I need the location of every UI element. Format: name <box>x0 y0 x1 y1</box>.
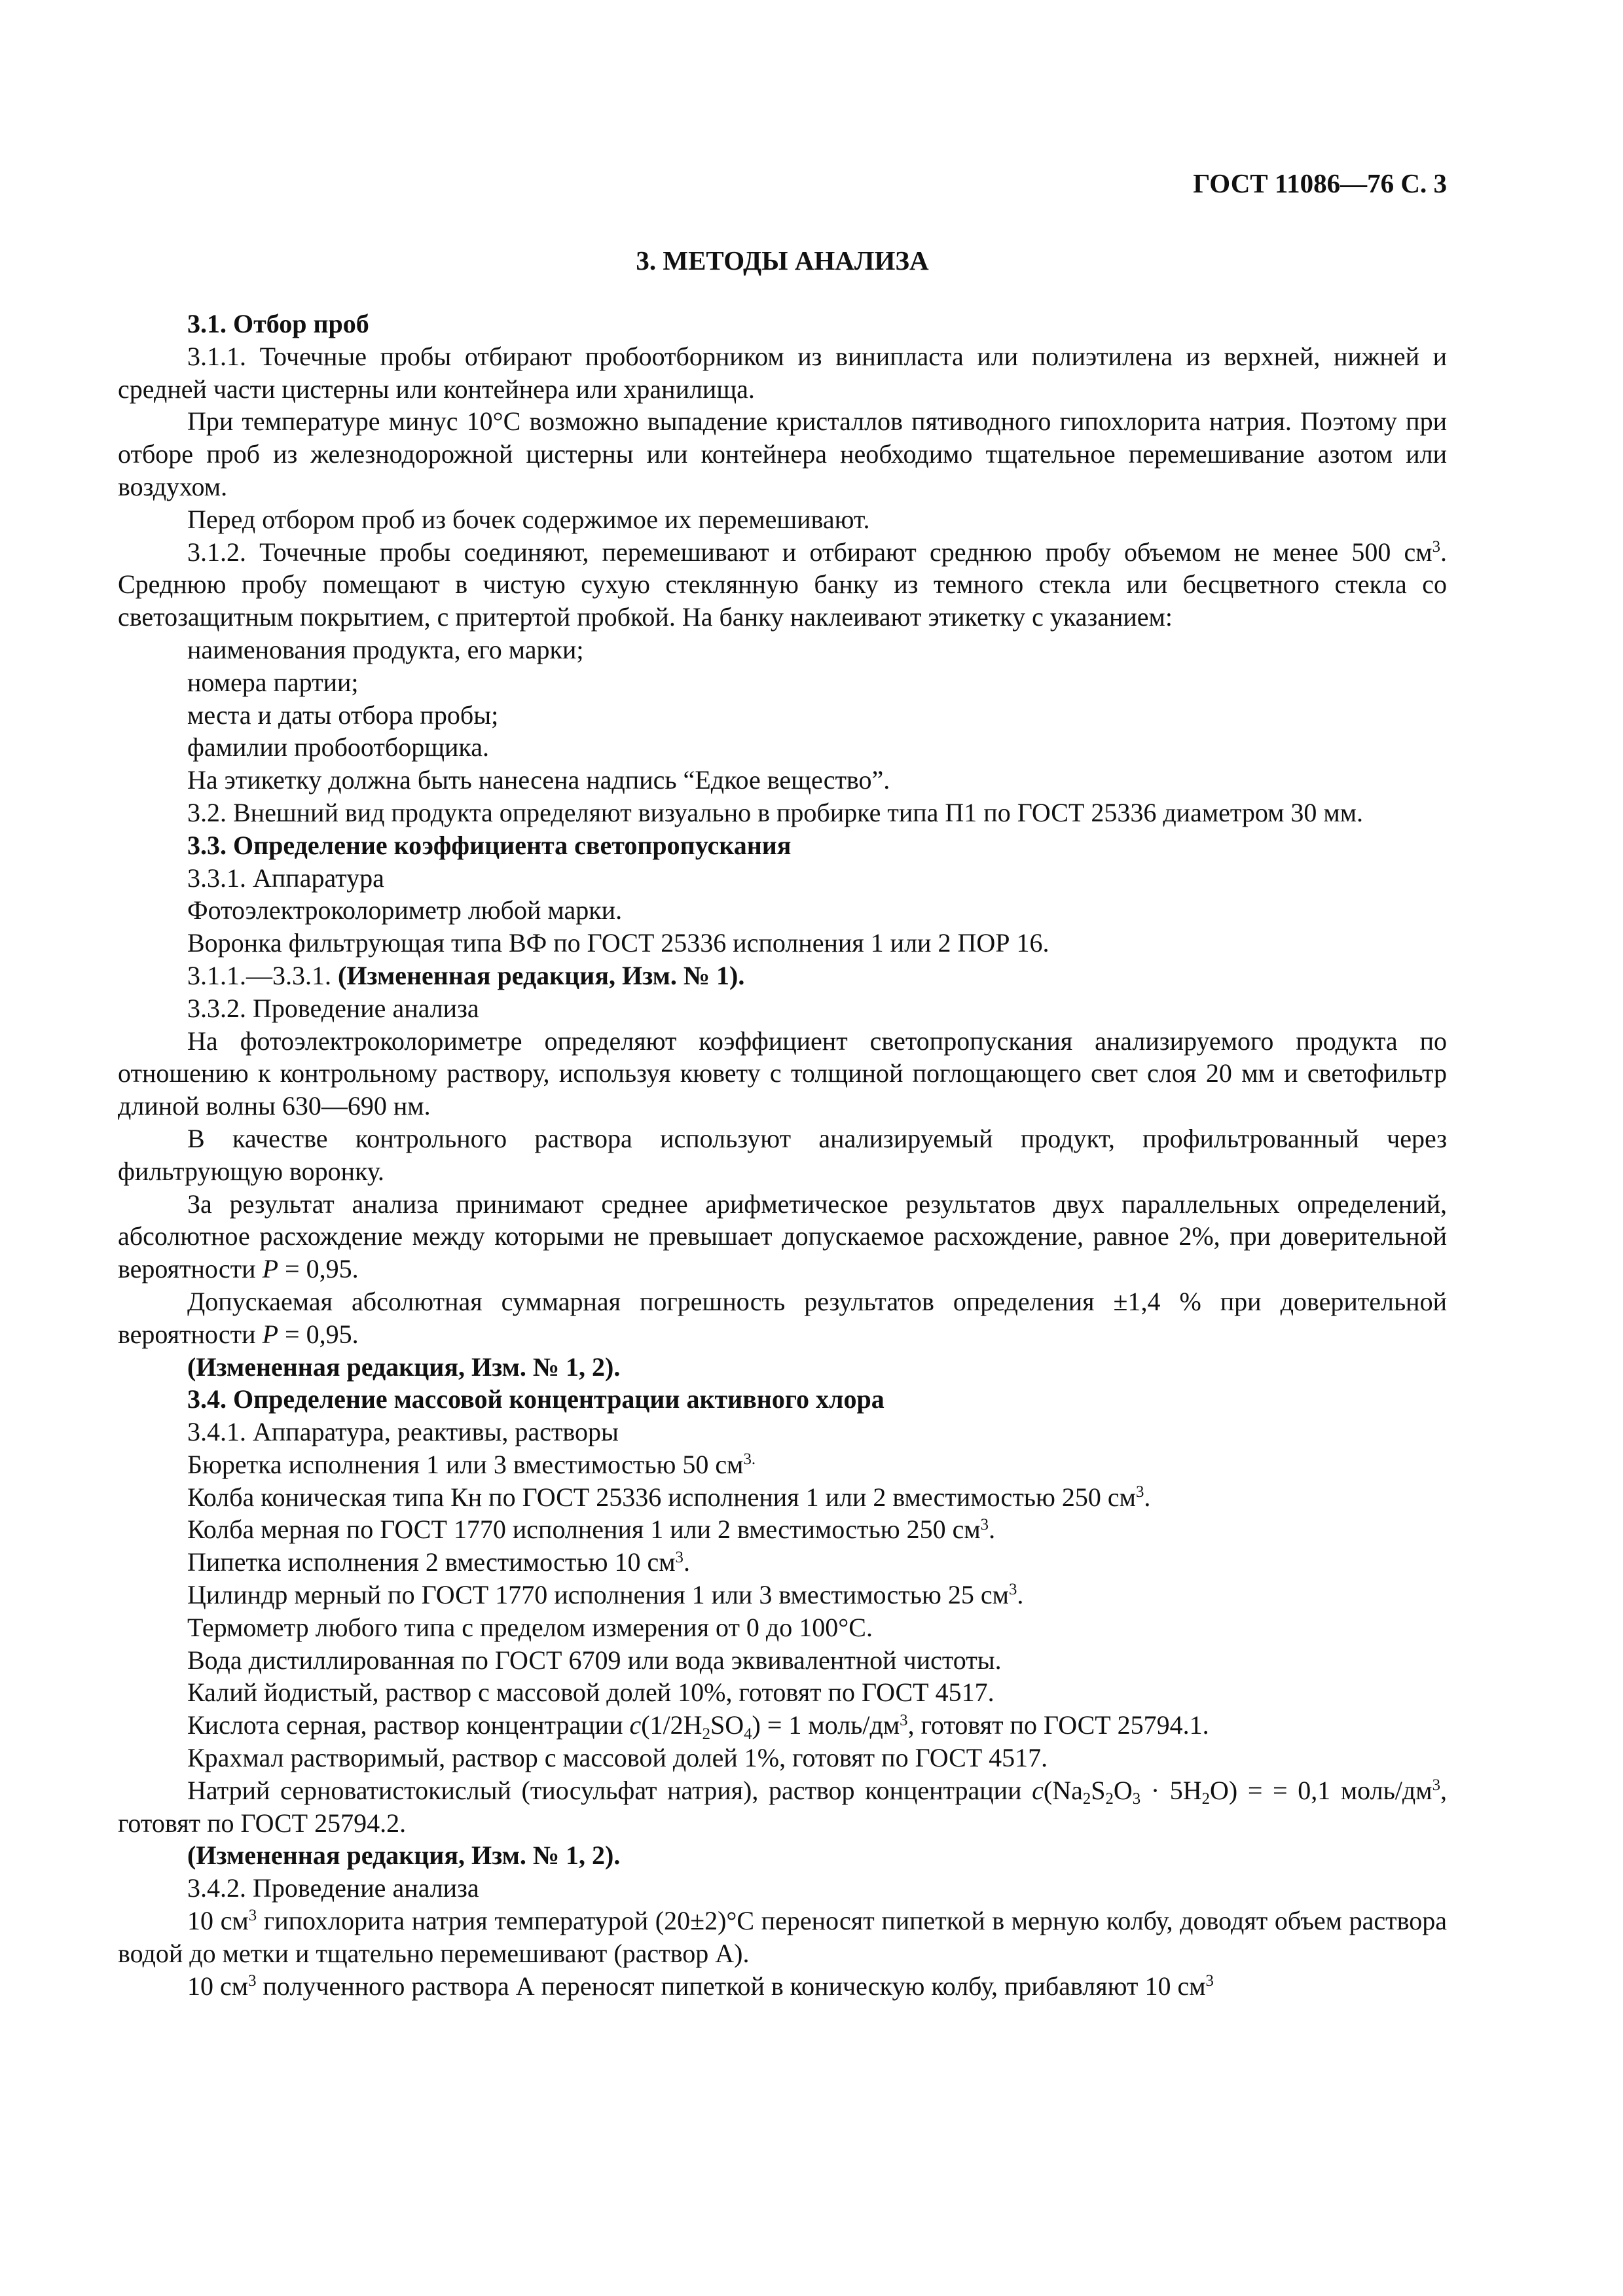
amendment-note: 3.1.1.—3.3.1. (Измененная редакция, Изм. № 1). <box>187 960 745 990</box>
paragraph: 3.1.1. Точечные пробы отбирают пробоотборником из винипласта или полиэтилена из верхней, нижней и средней части цистерны или контейнера или хранилища. <box>118 341 1447 404</box>
paragraph: 3.4.2. Проведение анализа <box>187 1873 479 1903</box>
paragraph: 3.1.2. Точечные пробы соединяют, перемешивают и отбирают среднюю пробу объемом не менее 500 $см^3$. Среднюю пробу помещают в чистую сухую стеклянную банку из темного стекла или бесцветного стекла со светозащитным покрытием, с притертой пробкой. На банку наклеивают этикетку с указанием: <box>118 537 1447 632</box>
paragraph: 3.4.1. Аппаратура, реактивы, растворы <box>187 1417 619 1447</box>
document-body <box>118 308 1447 2002</box>
list-item: Колба коническая типа Кн по ГОСТ 25336 исполнения 1 или 2 вместимостью 250 $см^3$. <box>187 1482 1151 1512</box>
list-item: Колба мерная по ГОСТ 1770 исполнения 1 или 2 вместимостью 250 $см^3$. <box>187 1515 996 1545</box>
paragraph: На фотоэлектроколориметре определяют коэффициент светопропускания анализируемого продукта по отношению к контрольному раствору, используя кювету с толщиной поглощающего свет слоя 20 мм и светофильтр длиной волны 630—690 нм. <box>118 1026 1447 1121</box>
list-item: Крахмал растворимый, раствор с массовой долей 1%, готовят по ГОСТ 4517. <box>187 1743 1048 1773</box>
paragraph: Допускаемая абсолютная суммарная погрешность результатов определения ±1,4 % при доверительной вероятности Р = 0,95. <box>118 1286 1447 1349</box>
paragraph: На этикетку должна быть нанесена надпись “Едкое вещество”. <box>187 765 890 795</box>
list-item: наименования продукта, его марки; <box>187 634 584 664</box>
paragraph: Фотоэлектроколориметр любой марки. <box>187 895 623 925</box>
list-item: Цилиндр мерный по ГОСТ 1770 исполнения 1 или 3 вместимостью 25 $см^3$. <box>187 1580 1024 1610</box>
list-item: места и даты отбора пробы; <box>187 700 499 730</box>
paragraph: 3.2. Внешний вид продукта определяют визуально в пробирке типа П1 по ГОСТ 25336 диаметром 30 мм. <box>187 797 1364 827</box>
subsection-heading: 3.1. Отбор проб <box>187 309 369 338</box>
running-header: ГОСТ 11086—76 С. 3 <box>1193 168 1447 198</box>
paragraph: Воронка фильтрующая типа ВФ по ГОСТ 25336 исполнения 1 или 2 ПОР 16. <box>187 928 1049 958</box>
list-item: фамилии пробоотборщика. <box>187 732 490 762</box>
list-item: Термометр любого типа с пределом измерения от 0 до 100°С. <box>187 1612 873 1642</box>
paragraph: 3.3.2. Проведение анализа <box>187 993 479 1023</box>
list-item: Натрий серноватистокислый (тиосульфат натрия), раствор концентрации $с(Na_2S_2O_3 \cdot 5H_2O)$ = = 0,1 моль/$дм^3$, готовят по ГОСТ 25794.2. <box>118 1775 1447 1838</box>
subsection-heading: 3.3. Определение коэффициента светопропускания <box>187 830 792 860</box>
paragraph: Перед отбором проб из бочек содержимое их перемешивают. <box>187 504 870 534</box>
paragraph: При температуре минус 10°С возможно выпадение кристаллов пятиводного гипохлорита натрия. Поэтому при отборе проб из железнодорожной цистерны или контейнера необходимо тщательное перемешивание азотом или воздухом. <box>118 406 1447 501</box>
list-item: Пипетка исполнения 2 вместимостью 10 $см^3$. <box>187 1547 690 1577</box>
amendment-note: (Измененная редакция, Изм. № 1, 2). <box>187 1840 621 1871</box>
subsection-heading: 3.4. Определение массовой концентрации активного хлора <box>187 1384 884 1414</box>
list-item: Бюретка исполнения 1 или 3 вместимостью 50 $см^{3.}$ <box>187 1449 756 1479</box>
paragraph: 3.3.1. Аппаратура <box>187 863 384 893</box>
paragraph: За результат анализа принимают среднее арифметическое результатов двух параллельных определений, абсолютное расхождение между которыми не превышает допускаемое расхождение, равное 2%, при доверительной вероятности Р = 0,95. <box>118 1189 1447 1284</box>
paragraph: В качестве контрольного раствора используют анализируемый продукт, профильтрованный через фильтрующую воронку. <box>118 1123 1447 1186</box>
paragraph: 10 $см^3$ гипохлорита натрия температурой (20±2)°С переносят пипеткой в мерную колбу, доводят объем раствора водой до метки и тщательно перемешивают (раствор А). <box>118 1906 1447 1968</box>
paragraph: 10 $см^3$ полученного раствора А переносят пипеткой в коническую колбу, прибавляют 10 $см^3$ <box>187 1971 1214 2001</box>
amendment-note: (Измененная редакция, Изм. № 1, 2). <box>187 1352 621 1382</box>
list-item: номера партии; <box>187 667 359 697</box>
list-item: Вода дистиллированная по ГОСТ 6709 или вода эквивалентной чистоты. <box>187 1645 1002 1675</box>
section-title: 3. МЕТОДЫ АНАЛИЗА <box>636 245 929 276</box>
list-item: Кислота серная, раствор концентрации $с(1/2H_2SO_4) = 1$ моль/$дм^3$, готовят по ГОСТ 25794.1. <box>187 1710 1209 1743</box>
list-item: Калий йодистый, раствор с массовой долей 10%, готовят по ГОСТ 4517. <box>187 1677 994 1708</box>
